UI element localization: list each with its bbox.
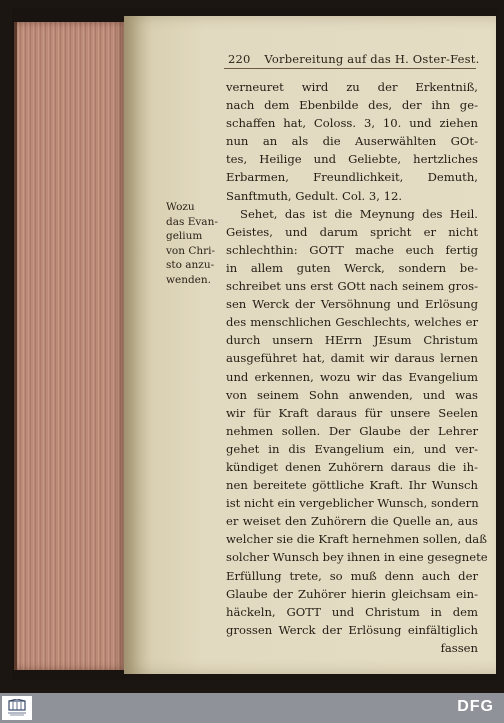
text-line: verneuret wird zu der Erkentniß, [226, 80, 478, 94]
text-line: nen bereitete göttliche Kraft. Ihr Wunsch [226, 478, 478, 493]
catchword: fassen [440, 640, 478, 655]
text-line: grossen Werck der Erlösung einfältiglich [226, 622, 478, 637]
body-text [226, 78, 488, 657]
text-line: kündiget denen Zuhörern daraus die ih- [226, 459, 478, 474]
text-line: nehmen sollen. Der Glaube der Lehrer [226, 423, 478, 438]
text-line: nach dem Ebenbilde des, der ihn ge- [226, 98, 478, 113]
text-line: welcher sie die Kraft hernehmen sollen, daß [226, 532, 487, 547]
text-line: Erbarmen, Freundlichkeit, Demuth, [226, 170, 478, 185]
text-line: Erfüllung trete, so muß denn auch der [226, 568, 478, 583]
dfg-logo[interactable]: DFG [457, 698, 494, 715]
text-line: nun an als die Auserwählten GOt- [226, 134, 478, 149]
text-line: tes, Heilige und Geliebte, hertzliches [226, 152, 478, 167]
viewer-footer-bar [0, 693, 504, 723]
running-header [228, 52, 478, 66]
page-number: 220 [228, 52, 251, 66]
margin-note-line: das Evan- [166, 215, 218, 228]
text-line: in allem guten Werck, sondern be- [226, 260, 478, 275]
margin-note-line: Wozu [166, 201, 195, 213]
text-line: des menschlichen Geschlechts, welches er [226, 315, 478, 330]
library-logo-icon [6, 699, 28, 717]
text-line: er weiset den Zuhörern die Quelle an, aus [226, 514, 478, 529]
running-title: Vorbereitung auf das H. Oster-Fest. [264, 52, 480, 66]
text-line: häckeln, GOTT und Christum in dem [226, 604, 478, 619]
margin-note-line: von Chri- [166, 244, 216, 257]
text-line: Geistes, und darum spricht er nicht [226, 224, 478, 239]
text-line: ausgeführet hat, damit wir daraus lernen [226, 351, 478, 366]
text-line: schaffen hat, Coloss. 3, 10. und ziehen [226, 116, 478, 131]
text-line: ist nicht ein vergeblicher Wunsch, sondern [226, 496, 479, 511]
text-line: Glaube der Zuhörer hierin gleichsam ein- [226, 586, 478, 601]
text-line: solcher Wunsch bey ihnen in eine gesegnete [226, 550, 488, 565]
text-line: Sehet, das ist die Meynung des Heil. [240, 206, 478, 221]
text-line: durch unsern HErrn JEsum Christum [226, 333, 478, 348]
text-line: Sanftmuth, Gedult. Col. 3, 12. [226, 188, 403, 203]
margin-note-line: gelium [166, 230, 203, 243]
library-logo[interactable] [2, 696, 32, 720]
margin-note-line: wenden. [166, 273, 211, 286]
text-line: von seinem Sohn anwenden, und was [226, 387, 478, 402]
header-rule [224, 68, 476, 69]
text-line: sen Werck der Versöhnung und Erlösung [226, 297, 478, 312]
text-line: wir für Kraft daraus für unsere Seelen [226, 405, 478, 420]
margin-note-line: sto anzu- [166, 259, 215, 272]
text-line: gehet in dis Evangelium ein, und ver- [226, 441, 478, 456]
marginal-note [166, 200, 222, 288]
text-line: schlechthin: GOTT mache euch fertig [226, 242, 478, 257]
text-line: und erkennen, wozu wir das Evangelium [226, 369, 478, 384]
text-line: schreibet uns erst GOtt nach seinem gros- [226, 279, 478, 294]
page-edges [14, 22, 127, 670]
